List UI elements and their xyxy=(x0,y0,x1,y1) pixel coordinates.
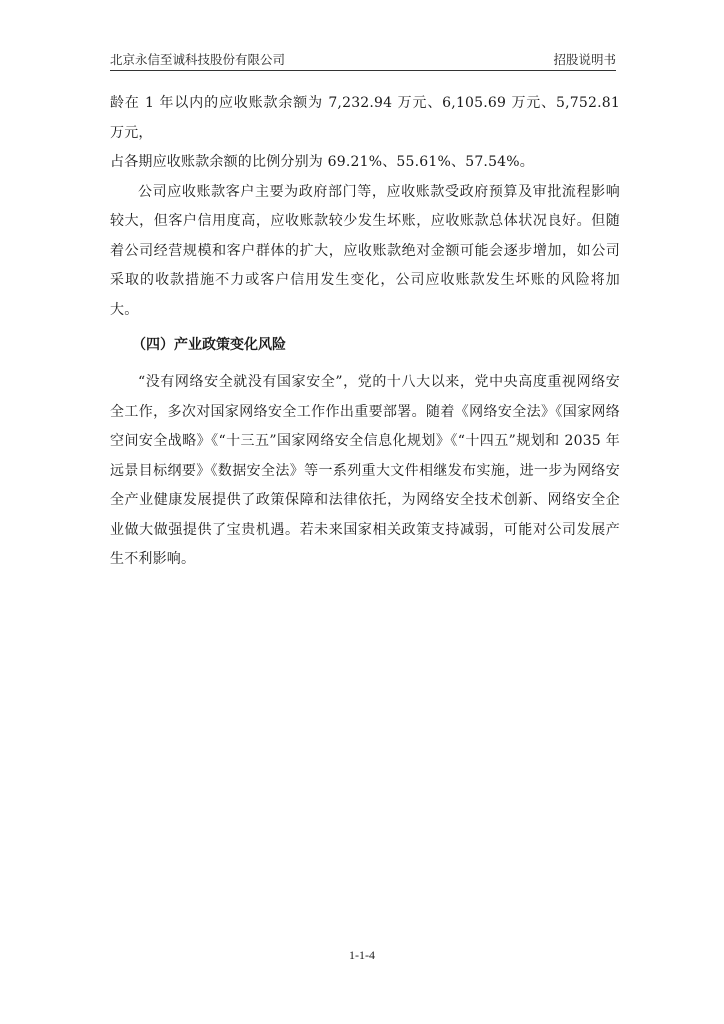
header-company-name: 北京永信至诚科技股份有限公司 xyxy=(110,52,286,67)
paragraph-receivables-risk: 公司应收账款客户主要为政府部门等，应收账款受政府预算及审批流程影响较大，但客户信用度高，应收账款较少发生坏账，应收账款总体状况良好。但随着公司经营规模和客户群体的扩大，应收账款绝对金额可能会逐步增加，如公司采取的收款措施不力或客户信用发生变化，公司应收账款发生坏账的风险将加大。 xyxy=(110,183,620,318)
header-document-type: 招股说明书 xyxy=(553,52,616,67)
page-header xyxy=(110,50,616,70)
paragraph-line: 龄在 1 年以内的应收账款余额为 7,232.94 万元、6,105.69 万元、5,752.81 万元， xyxy=(110,95,620,141)
paragraph-line: 占各期应收账款余额的比例分别为 69.21%、55.61%、57.54%。 xyxy=(110,154,534,170)
document-body xyxy=(110,89,620,575)
page-number: 1-1-4 xyxy=(349,948,375,962)
section-heading: （四）产业政策变化风险 xyxy=(132,337,286,353)
paragraph-policy-risk: “没有网络安全就没有国家安全”，党的十八大以来，党中央高度重视网络安全工作，多次对国家网络安全工作作出重要部署。随着《网络安全法》《国家网络空间安全战略》《“十三五”国家网络安全信息化规划》《“十四五”规划和 2035 年远景目标纲要》《数据安全法》等一系列重大文件相继发布实施，进一步为网络安全产业健康发展提供了政策保障和法律依托，为网络安全技术创新、网络安全企业做大做强提供了宝贵机遇。若未来国家相关政策支持减弱，可能对公司发展产生不利影响。 xyxy=(110,374,620,567)
header-divider xyxy=(110,70,616,71)
